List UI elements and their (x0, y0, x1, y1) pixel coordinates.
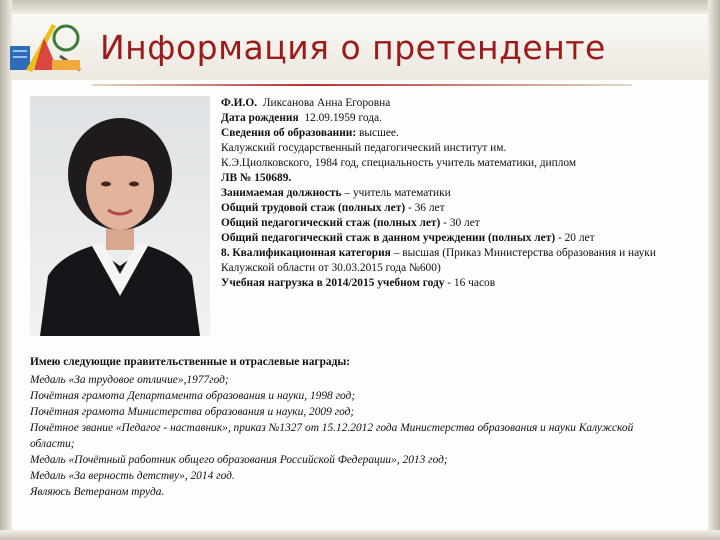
birth-row (221, 111, 681, 126)
school-supplies-logo-icon (8, 16, 86, 74)
frame-left (0, 0, 12, 540)
position-row (221, 186, 681, 201)
total-experience-value: - 36 лет (405, 202, 445, 214)
frame-top (0, 0, 720, 14)
education-value: высшее. (359, 127, 399, 139)
teaching-load-row (221, 276, 681, 291)
portrait-photo (30, 96, 210, 336)
award-item: Медаль «За верность детству», 2014 год. (30, 470, 235, 482)
title-underline (92, 84, 632, 86)
frame-bottom (0, 530, 720, 540)
birth-value: 12.09.1959 года. (304, 112, 382, 124)
ped-experience-label: Общий педагогический стаж (полных лет) (221, 217, 441, 229)
institute-line-2: К.Э.Циолковского, 1984 год, специальность учитель математики, диплом (221, 157, 577, 169)
fio-row (221, 96, 681, 111)
diploma-row (221, 171, 681, 186)
position-label: Занимаемая должность (221, 187, 342, 199)
category-row (221, 246, 681, 276)
inst-experience-value: - 20 лет (555, 232, 595, 244)
education-label: Сведения об образовании: (221, 127, 357, 139)
ped-experience-value: - 30 лет (440, 217, 480, 229)
award-item: Почётная грамота Департамента образования и науки, 1998 год; (30, 390, 356, 402)
awards-section (30, 354, 680, 500)
fio-label: Ф.И.О. (221, 97, 258, 109)
total-experience-row (221, 201, 681, 216)
education-row (221, 126, 681, 141)
fio-value: Ликсанова Анна Егоровна (262, 97, 391, 109)
diploma-value: ЛВ № 150689. (221, 172, 292, 184)
award-item: Медаль «Почётный работник общего образования Российской Федерации», 2013 год; (30, 454, 448, 466)
award-item: Являюсь Ветераном труда. (30, 486, 165, 498)
award-item: Медаль «За трудовое отличие»,1977год; (30, 374, 229, 386)
institute-line-1: Калужский государственный педагогический институт им. (221, 142, 507, 154)
inst-experience-row (221, 231, 681, 246)
frame-right (708, 0, 720, 540)
candidate-info (221, 96, 681, 291)
category-value: – высшая (Приказ Министерства образования и науки Калужской области от 30.03.2015 года №600) (221, 247, 656, 274)
award-item: Почётная грамота Министерства образования и науки, 2009 год; (30, 406, 355, 418)
award-item: Почётное звание «Педагог - наставник», приказ №1327 от 15.12.2012 года Министерства образования и науки Калужской области; (30, 422, 634, 450)
teaching-load-label: Учебная нагрузка в 2014/2015 учебном году (221, 277, 445, 289)
birth-label: Дата рождения (221, 112, 299, 124)
category-label: 8. Квалификационная категория (221, 247, 391, 259)
awards-heading: Имею следующие правительственные и отраслевые награды: (30, 356, 351, 368)
page-title: Информация о претенденте (100, 28, 606, 67)
total-experience-label: Общий трудовой стаж (полных лет) (221, 202, 406, 214)
ped-experience-row (221, 216, 681, 231)
teaching-load-value: - 16 часов (444, 277, 496, 289)
inst-experience-label: Общий педагогический стаж в данном учреждении (полных лет) (221, 232, 556, 244)
position-value: – учитель математики (341, 187, 451, 199)
